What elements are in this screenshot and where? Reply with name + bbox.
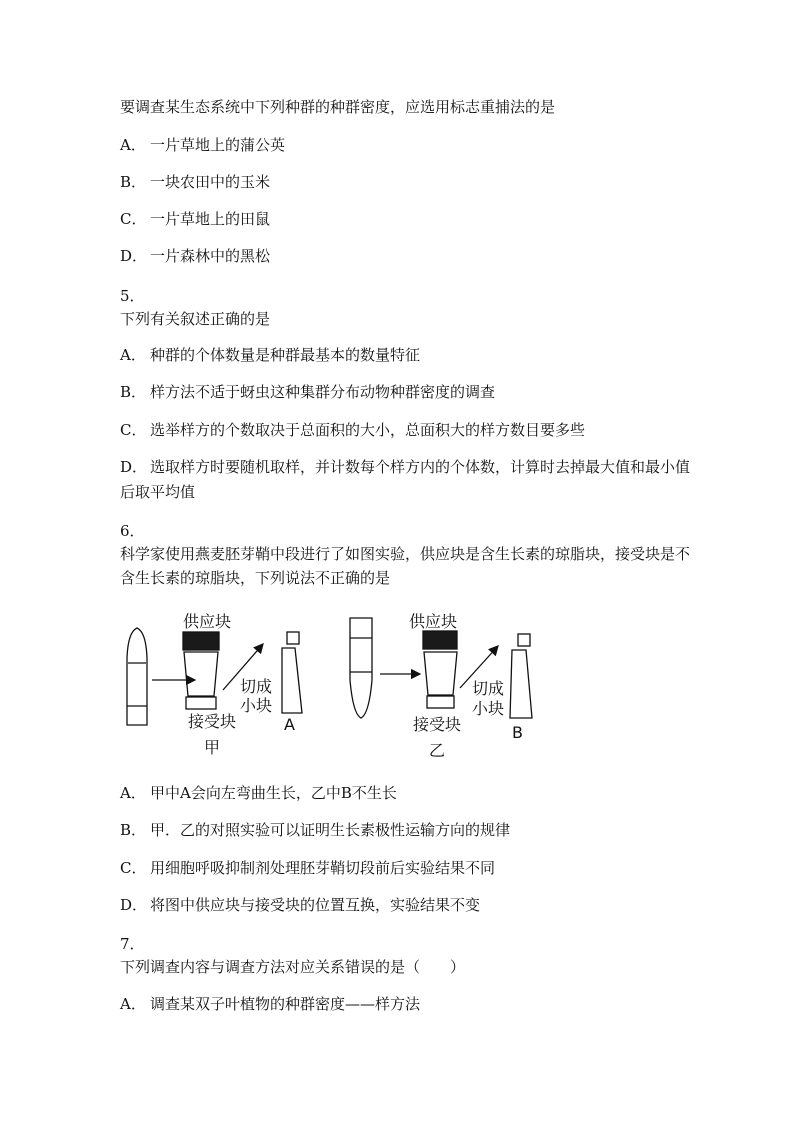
q6-number: 6． xyxy=(120,522,145,540)
q4-stem: 要调查某生态系统中下列种群的种群密度，应选用标志重捕法的是 xyxy=(120,98,556,116)
coleoptile-left xyxy=(127,628,147,725)
option-letter: B． xyxy=(120,821,147,839)
small-block-b xyxy=(518,634,530,646)
option-letter: D． xyxy=(120,247,148,265)
q4-option-a xyxy=(120,133,680,157)
stem-block-b xyxy=(510,650,532,718)
option-text: 一块农田中的玉米 xyxy=(150,173,271,191)
stem-block-a xyxy=(282,648,302,713)
segment-right xyxy=(424,652,457,695)
option-letter: B． xyxy=(120,383,147,401)
q5-option-b xyxy=(120,380,680,404)
option-text: 选举样方的个数取决于总面积的大小，总面积大的样方数目要多些 xyxy=(150,421,586,439)
option-letter: D． xyxy=(120,896,148,914)
block-a-label: A xyxy=(284,715,295,734)
option-text: 用细胞呼吸抑制剂处理胚芽鞘切段前后实验结果不同 xyxy=(150,859,496,877)
option-text: 甲．乙的对照实验可以证明生长素极性运输方向的规律 xyxy=(150,821,511,839)
option-text: 将图中供应块与接受块的位置互换，实验结果不变 xyxy=(150,896,481,914)
cut-label-left-1: 切成 xyxy=(240,677,273,696)
supply-label-right: 供应块 xyxy=(409,612,458,631)
q4-option-b xyxy=(120,170,680,194)
option-text: 甲中A会向左弯曲生长，乙中B不生长 xyxy=(150,784,397,802)
option-text: 一片草地上的蒲公英 xyxy=(150,136,286,154)
q5-option-a xyxy=(120,343,680,367)
q5-option-d xyxy=(120,455,691,479)
option-text: 样方法不适于蚜虫这种集群分布动物种群密度的调查 xyxy=(150,383,496,401)
supply-label-left: 供应块 xyxy=(183,612,232,631)
q6-option-d xyxy=(120,893,680,917)
q5-option-c xyxy=(120,418,680,442)
option-letter: C． xyxy=(120,210,147,228)
auxin-experiment-figure xyxy=(120,610,560,770)
option-text: 一片草地上的田鼠 xyxy=(150,210,271,228)
q6-stem-line-1: 科学家使用燕麦胚芽鞘中段进行了如图实验，供应块是含生长素的琼脂块，接受块是不 xyxy=(120,545,691,563)
option-letter: A． xyxy=(120,346,146,364)
right-figure-label: 乙 xyxy=(429,741,446,760)
q7-stem: 下列调查内容与调查方法对应关系错误的是（ ） xyxy=(120,958,466,976)
receiver-block-right xyxy=(427,696,454,708)
q6-option-a xyxy=(120,781,680,805)
supply-block-right xyxy=(423,631,457,649)
option-letter: A． xyxy=(120,136,146,154)
option-letter: B． xyxy=(120,173,147,191)
q5-number: 5． xyxy=(120,287,145,305)
option-letter: A． xyxy=(120,995,146,1013)
q4-option-c xyxy=(120,207,680,231)
cut-label-right-1: 切成 xyxy=(472,679,505,698)
coleoptile-right xyxy=(350,618,372,718)
segment-left xyxy=(184,652,218,696)
q7-option-a xyxy=(120,992,680,1016)
q5-option-d-continuation: 后取平均值 xyxy=(120,483,196,501)
option-letter: D． xyxy=(120,458,148,476)
q7-number: 7． xyxy=(120,935,145,953)
q6-option-b xyxy=(120,818,680,842)
block-b-label: B xyxy=(512,723,523,742)
q4-option-d xyxy=(120,244,680,268)
option-text: 调查某双子叶植物的种群密度——样方法 xyxy=(150,995,421,1013)
cut-label-left-2: 小块 xyxy=(240,696,273,715)
option-text: 一片森林中的黑松 xyxy=(150,247,271,265)
small-block-a xyxy=(287,632,299,644)
option-letter: C． xyxy=(120,421,147,439)
receiver-label-left: 接受块 xyxy=(188,712,237,731)
supply-block-left xyxy=(183,632,219,650)
left-figure-label: 甲 xyxy=(204,738,221,757)
option-letter: A． xyxy=(120,784,146,802)
experiment-diagram xyxy=(120,610,560,770)
option-text: 种群的个体数量是种群最基本的数量特征 xyxy=(150,346,421,364)
option-letter: C． xyxy=(120,859,147,877)
q5-stem: 下列有关叙述正确的是 xyxy=(120,310,271,328)
option-text: 选取样方时要随机取样，并计数每个样方内的个体数，计算时去掉最大值和最小值 xyxy=(150,458,691,476)
receiver-label-right: 接受块 xyxy=(413,715,462,734)
cut-label-right-2: 小块 xyxy=(472,699,505,718)
q6-stem-line-2: 含生长素的琼脂块，下列说法不正确的是 xyxy=(120,569,391,587)
q6-option-c xyxy=(120,856,680,880)
receiver-block-left xyxy=(186,697,216,709)
